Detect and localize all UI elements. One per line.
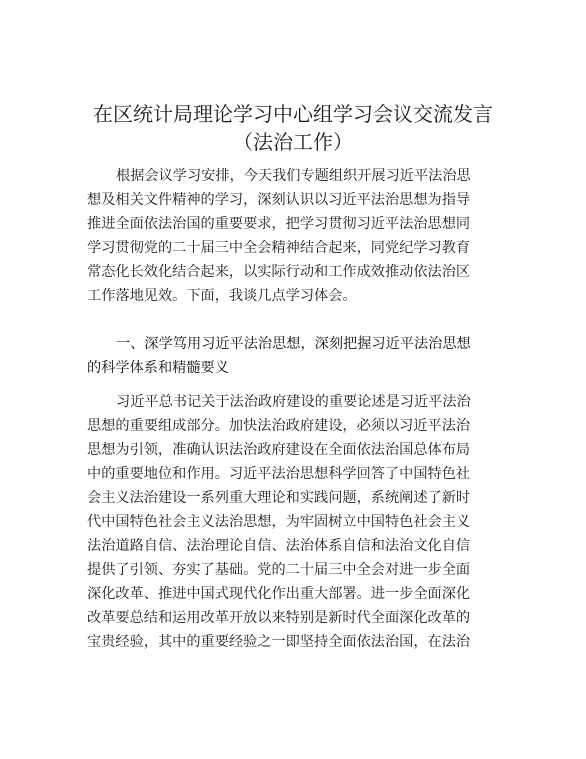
- paragraph-line: 思想的重要组成部分。加快法治政府建设，必须以习近平法治: [87, 418, 471, 434]
- paragraph-line: 深化改革、推进中国式现代化作出重大部署。进一步全面深化: [87, 586, 471, 602]
- document-subtitle: （法治工作）: [233, 130, 353, 154]
- paragraph-line: 法治道路自信、法治理论自信、法治体系自信和法治文化自信: [87, 538, 471, 554]
- heading-line: 的科学体系和精髓要义: [87, 360, 229, 376]
- paragraph-line: 推进全面依法治国的重要要求，把学习贯彻习近平法治思想同: [87, 216, 471, 232]
- paragraph-line: 根据会议学习安排，今天我们专题组织开展习近平法治思: [116, 168, 471, 184]
- paragraph-line: 工作落地见效。下面，我谈几点学习体会。: [87, 288, 357, 304]
- paragraph-line: 想及相关文件精神的学习，深刻认识以习近平法治思想为指导: [87, 192, 471, 208]
- paragraph-line: 中的重要地位和作用。习近平法治思想科学回答了中国特色社: [87, 466, 471, 482]
- paragraph-line: 提供了引领、夯实了基础。党的二十届三中全会对进一步全面: [87, 562, 471, 578]
- paragraph-line: 会主义法治建设一系列重大理论和实践问题，系统阐述了新时: [87, 490, 471, 506]
- paragraph-line: 思想为引领，准确认识法治政府建设在全面依法治国总体布局: [87, 442, 471, 458]
- paragraph-line: 改革要总结和运用改革开放以来特别是新时代全面深化改革的: [87, 610, 471, 626]
- heading-line: 一、深学笃用习近平法治思想，深刻把握习近平法治思想: [116, 336, 471, 352]
- paragraph-line: 宝贵经验，其中的重要经验之一即坚持全面依法治国，在法治: [87, 634, 471, 650]
- document-title: 在区统计局理论学习中心组学习会议交流发言: [93, 102, 493, 126]
- paragraph-line: 代中国特色社会主义法治思想，为牢固树立中国特色社会主义: [87, 514, 471, 530]
- section-1-paragraph: [87, 390, 502, 654]
- paragraph-line: 习近平总书记关于法治政府建设的重要论述是习近平法治: [116, 394, 471, 410]
- paragraph-line: 常态化长效化结合起来，以实际行动和工作成效推动依法治区: [87, 264, 471, 280]
- paragraph-line: 学习贯彻党的二十届三中全会精神结合起来，同党纪学习教育: [87, 240, 471, 256]
- intro-paragraph: [87, 164, 502, 308]
- section-heading-1: [87, 332, 502, 380]
